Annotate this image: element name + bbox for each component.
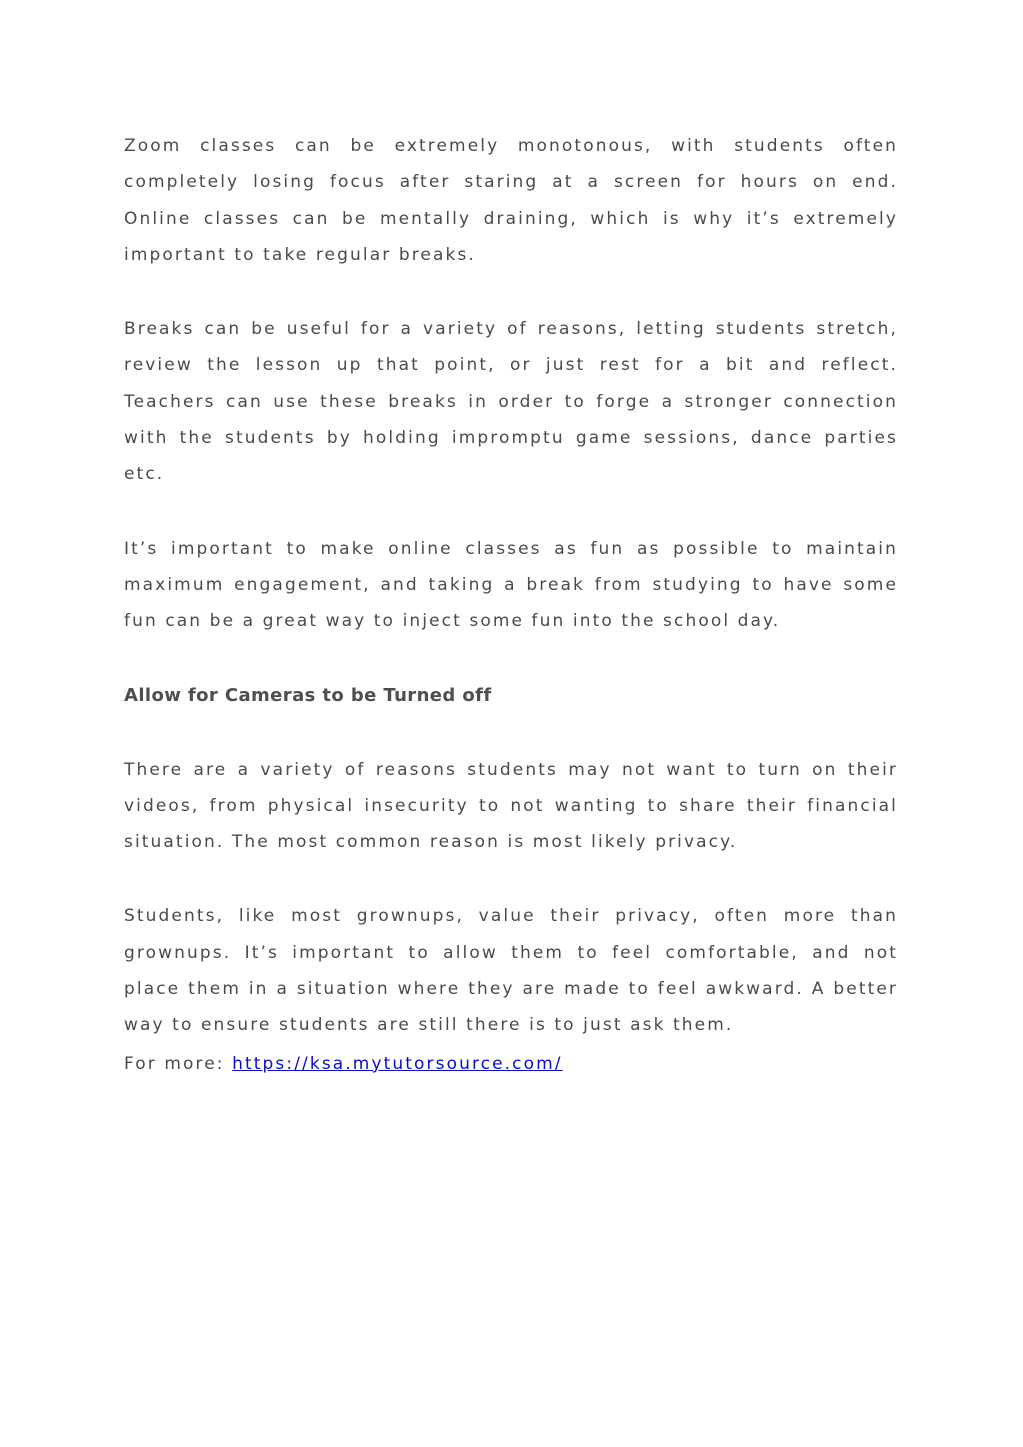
paragraph-gap: [124, 273, 898, 311]
paragraph-fun-classes: It’s important to make online classes as fun as possible to maintain maximum engagement, and taking a break from studying to have some fun can be a great way to inject some fun into the school day.: [124, 538, 898, 632]
section-heading: Allow for Cameras to be Turned off: [124, 684, 492, 706]
paragraph-gap: [124, 640, 898, 678]
for-more-line: [124, 1046, 898, 1082]
paragraph-breaks-useful: Breaks can be useful for a variety of reasons, letting students stretch, review the lesson up that point, or just rest for a bit and reflect. Teachers can use these breaks in order to forge a stronger connection with the students by holding impromptu game sessions, dance parties etc.: [124, 319, 898, 485]
document-page: [124, 128, 898, 1082]
paragraph-gap: [124, 493, 898, 531]
tutor-source-link[interactable]: https://ksa.mytutorsource.com/: [232, 1053, 563, 1074]
paragraph-camera-reasons: There are a variety of reasons students may not want to turn on their videos, from physical insecurity to not wanting to share their financial situation. The most common reason is most likely privacy.: [124, 759, 898, 853]
paragraph-privacy: Students, like most grownups, value their privacy, often more than grownups. It’s important to allow them to feel comfortable, and not place them in a situation where they are made to feel awkward. A better way to ensure students are still there is to just ask them.: [124, 906, 898, 1036]
paragraph-gap: [124, 860, 898, 898]
paragraph-zoom-monotonous: Zoom classes can be extremely monotonous, with students often completely losing focus after staring at a screen for hours on end. Online classes can be mentally draining, which is why it’s extremely important to take regular breaks.: [124, 136, 898, 265]
for-more-label: For more:: [124, 1053, 233, 1074]
paragraph-gap: [124, 714, 898, 752]
